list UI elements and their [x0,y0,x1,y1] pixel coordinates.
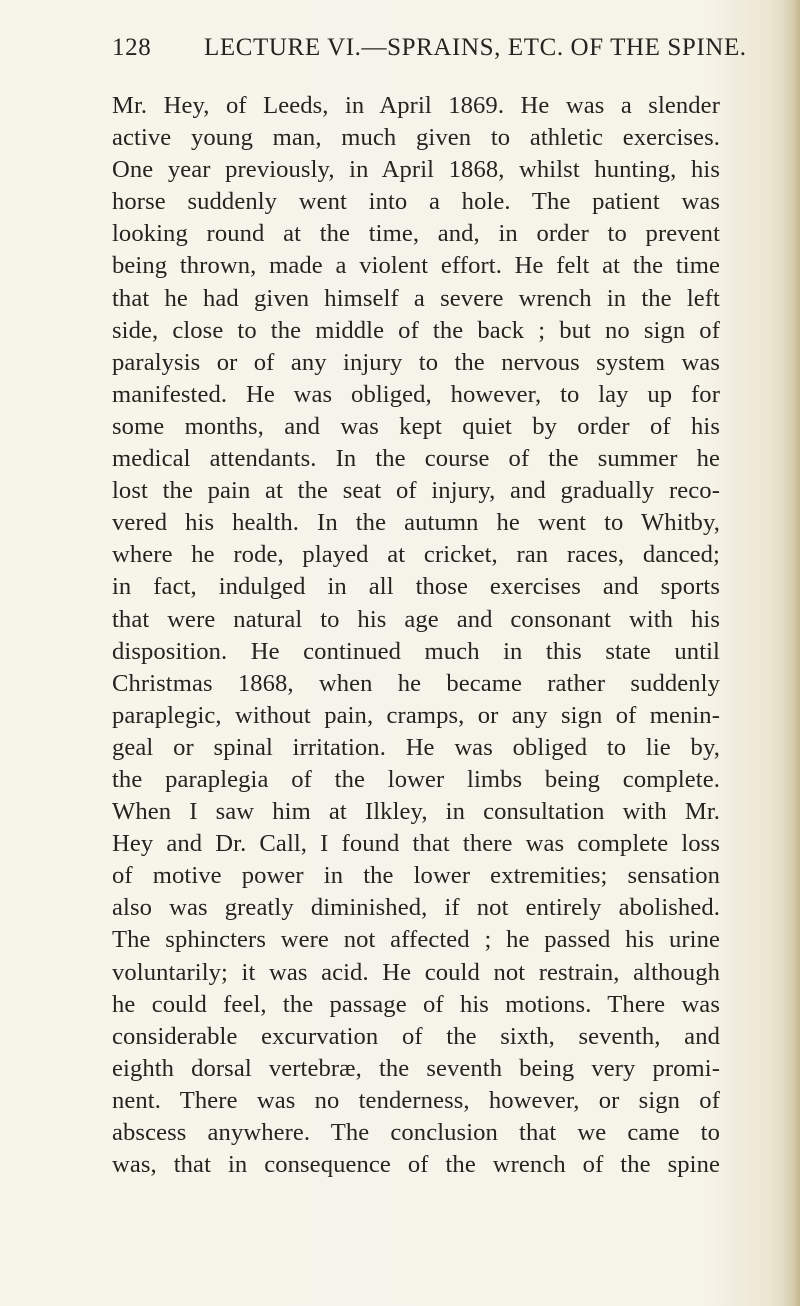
page-number: 128 [112,34,152,61]
text-line: he could feel, the passage of his motions. There was [112,990,720,1018]
text-line: being thrown, made a violent effort. He felt at the time [112,252,720,280]
text-line: some months, and was kept quiet by order of his [112,412,720,440]
text-line: lost the pain at the seat of injury, and gradually reco- [112,477,720,505]
text-line: When I saw him at Ilkley, in consultation with Mr. [112,798,720,826]
text-line: voluntarily; it was acid. He could not restrain, although [112,958,720,986]
text-line: where he rode, played at cricket, ran races, danced; [112,541,720,569]
text-line: in fact, indulged in all those exercises and sports [112,573,720,601]
text-line: geal or spinal irritation. He was obliged to lie by, [112,733,720,761]
running-head [112,34,747,74]
body-text [112,90,720,1181]
text-line: Mr. Hey, of Leeds, in April 1869. He was a slender [112,92,720,119]
text-line: nent. There was no tenderness, however, or sign of [112,1086,720,1114]
text-line: eighth dorsal vertebræ, the seventh being very promi- [112,1054,720,1082]
text-line: also was greatly diminished, if not entirely abolished. [112,894,720,922]
text-line: considerable excurvation of the sixth, seventh, and [112,1022,720,1050]
text-line: paralysis or of any injury to the nervous system was [112,348,720,376]
text-line: the paraplegia of the lower limbs being complete. [112,765,720,793]
text-line: was, that in consequence of the wrench of the spine [112,1151,720,1179]
text-line: side, close to the middle of the back ; but no sign of [112,316,720,344]
text-line: of motive power in the lower extremities; sensation [112,862,720,890]
text-line: that he had given himself a severe wrench in the left [112,284,720,312]
text-line: paraplegic, without pain, cramps, or any sign of menin- [112,701,720,729]
text-line: horse suddenly went into a hole. The patient was [112,188,720,216]
text-line: Christmas 1868, when he became rather suddenly [112,669,720,697]
page-edge-shadow [782,0,800,1306]
text-line: Hey and Dr. Call, I found that there was complete loss [112,830,720,858]
text-line: The sphincters were not affected ; he passed his urine [112,926,720,954]
text-line: that were natural to his age and consonant with his [112,605,720,633]
running-head-title: LECTURE VI.—SPRAINS, ETC. OF THE SPINE. [204,34,747,61]
text-line: manifested. He was obliged, however, to lay up for [112,380,720,408]
text-line: vered his health. In the autumn he went to Whitby, [112,509,720,537]
text-line: abscess anywhere. The conclusion that we came to [112,1119,720,1146]
text-line: looking round at the time, and, in order to prevent [112,220,720,248]
text-line: disposition. He continued much in this state until [112,637,720,665]
text-line: active young man, much given to athletic exercises. [112,124,720,152]
text-line: medical attendants. In the course of the summer he [112,445,720,473]
text-line: One year previously, in April 1868, whilst hunting, his [112,156,720,184]
